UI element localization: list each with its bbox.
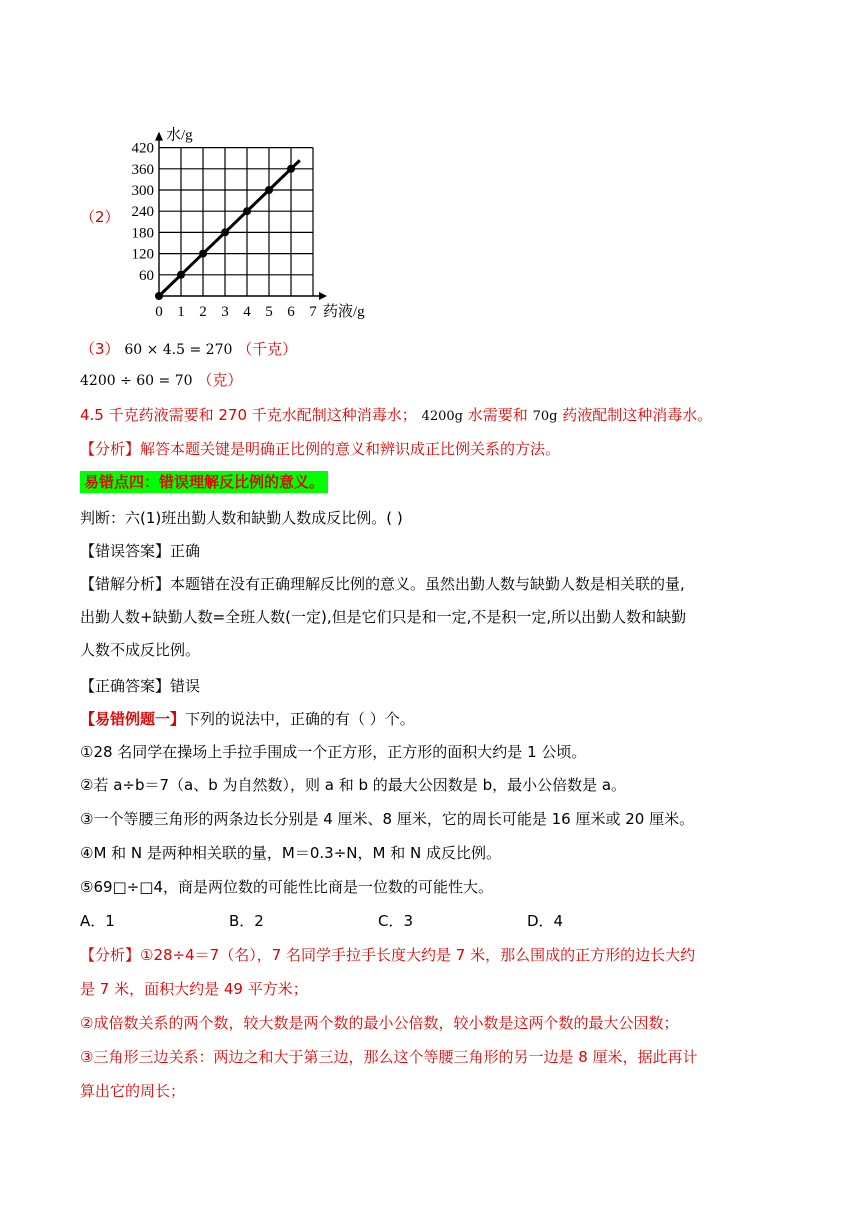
statement-1: ①28 名同学在操场上手拉手围成一个正方形，正方形的面积大约是 1 公顷。 [80,743,587,761]
error-analysis-line-1: 【错解分析】本题错在没有正确理解反比例的意义。虽然出勤人数与缺勤人数是相关联的量, [80,575,685,593]
data-point [177,271,185,279]
x-tick-label: 1 [177,304,185,320]
data-point [287,165,295,173]
conclusion-b2: 水需要和 [467,406,528,424]
part3-eq1: 60 × 4.5 = 270 [124,342,233,358]
analysis-2-line-2: 是 7 米，面积大约是 49 平方米； [80,980,308,998]
conclusion-b4: 药液配制这种消毒水。 [562,406,713,424]
data-point [155,292,163,300]
analysis-2-line-5: 算出它的周长； [80,1082,186,1100]
error-analysis-line-2: 出勤人数+缺勤人数=全班人数(一定),但是它们只是和一定,不是积一定,所以出勤人数和缺勤 [80,608,687,626]
statement-2: ②若 a÷b＝7（a、b 为自然数），则 a 和 b 的最大公因数是 b，最小公倍数是 a。 [80,776,627,794]
statement-5: ⑤69□÷□4，商是两位数的可能性比商是一位数的可能性大。 [80,878,493,896]
part3-conclusion [80,405,712,427]
y-tick-label: 420 [131,140,154,157]
y-tick-label: 300 [131,183,154,199]
part3-line2 [80,370,242,391]
x-tick-label: 5 [265,304,273,320]
data-point [265,186,273,194]
y-axis-label: 水/g [166,127,193,144]
x-tick-label: 2 [199,304,207,320]
y-tick-label: 360 [131,161,154,178]
y-tick-label: 120 [131,246,154,263]
y-axis-arrow [155,132,163,141]
y-tick-label: 180 [131,225,154,242]
conclusion-b3: 70g [532,409,558,424]
x-axis-arrow [319,292,327,300]
part-2-label: （2） [80,208,120,226]
x-tick-label: 3 [221,304,229,320]
option-c: C．3 [378,912,414,930]
water-medicine-chart [118,112,388,324]
x-tick-label: 0 [155,304,163,320]
wrong-answer: 【错误答案】正确 [80,542,201,560]
judge-question: 判断：六(1)班出勤人数和缺勤人数成反比例。( ) [80,509,403,527]
part3-line1 [80,339,297,360]
statement-3: ③一个等腰三角形的两条边长分别是 4 厘米、8 厘米，它的周长可能是 16 厘米或 20 厘米。 [80,810,695,828]
example-1-tag: 【易错例题一】 [80,710,186,728]
part3-unit1: （千克） [237,340,298,358]
part3-unit2: （克） [197,371,243,389]
data-point [221,228,229,236]
statement-4: ④M 和 N 是两种相关联的量，M＝0.3÷N，M 和 N 成反比例。 [80,844,501,862]
analysis-2-line-1: 【分析】①28÷4＝7（名），7 名同学手拉手长度大约是 7 米，那么围成的正方形的边长大约 [80,946,696,964]
y-tick-label: 60 [139,267,154,284]
heading-4-text: 易错点四：错误理解反比例的意义。 [80,471,328,493]
x-tick-label: 6 [287,304,295,320]
heading-4 [80,472,328,492]
x-tick-label: 4 [243,304,251,320]
example-1-line [80,709,415,729]
conclusion-b1: 4200g [421,409,463,424]
data-point [199,250,207,258]
part3-eq2: 4200 ÷ 60 = 70 [80,373,193,389]
option-a: A．1 [80,912,115,930]
error-analysis-line-3: 人数不成反比例。 [80,641,201,659]
analysis-1: 【分析】解答本题关键是明确正比例的意义和辨识成正比例关系的方法。 [80,440,561,458]
x-axis-label: 药液/g [323,304,365,320]
analysis-2-line-3: ②成倍数关系的两个数，较大数是两个数的最小公倍数，较小数是这两个数的最大公因数； [80,1014,679,1032]
x-tick-label: 7 [309,304,317,320]
option-b: B．2 [229,912,264,930]
conclusion-a: 4.5 千克药液需要和 270 千克水配制这种消毒水； [80,406,417,424]
part3-label: （3） [80,340,120,358]
option-d: D．4 [527,912,564,930]
analysis-2-line-4: ③三角形三边关系：两边之和大于第三边，那么这个等腰三角形的另一边是 8 厘米，据此再计 [80,1048,698,1066]
chart-series [155,160,300,300]
y-tick-label: 240 [131,204,154,221]
data-point [243,207,251,215]
example-1-text: 下列的说法中，正确的有（ ）个。 [185,710,415,728]
correct-answer: 【正确答案】错误 [80,677,201,695]
